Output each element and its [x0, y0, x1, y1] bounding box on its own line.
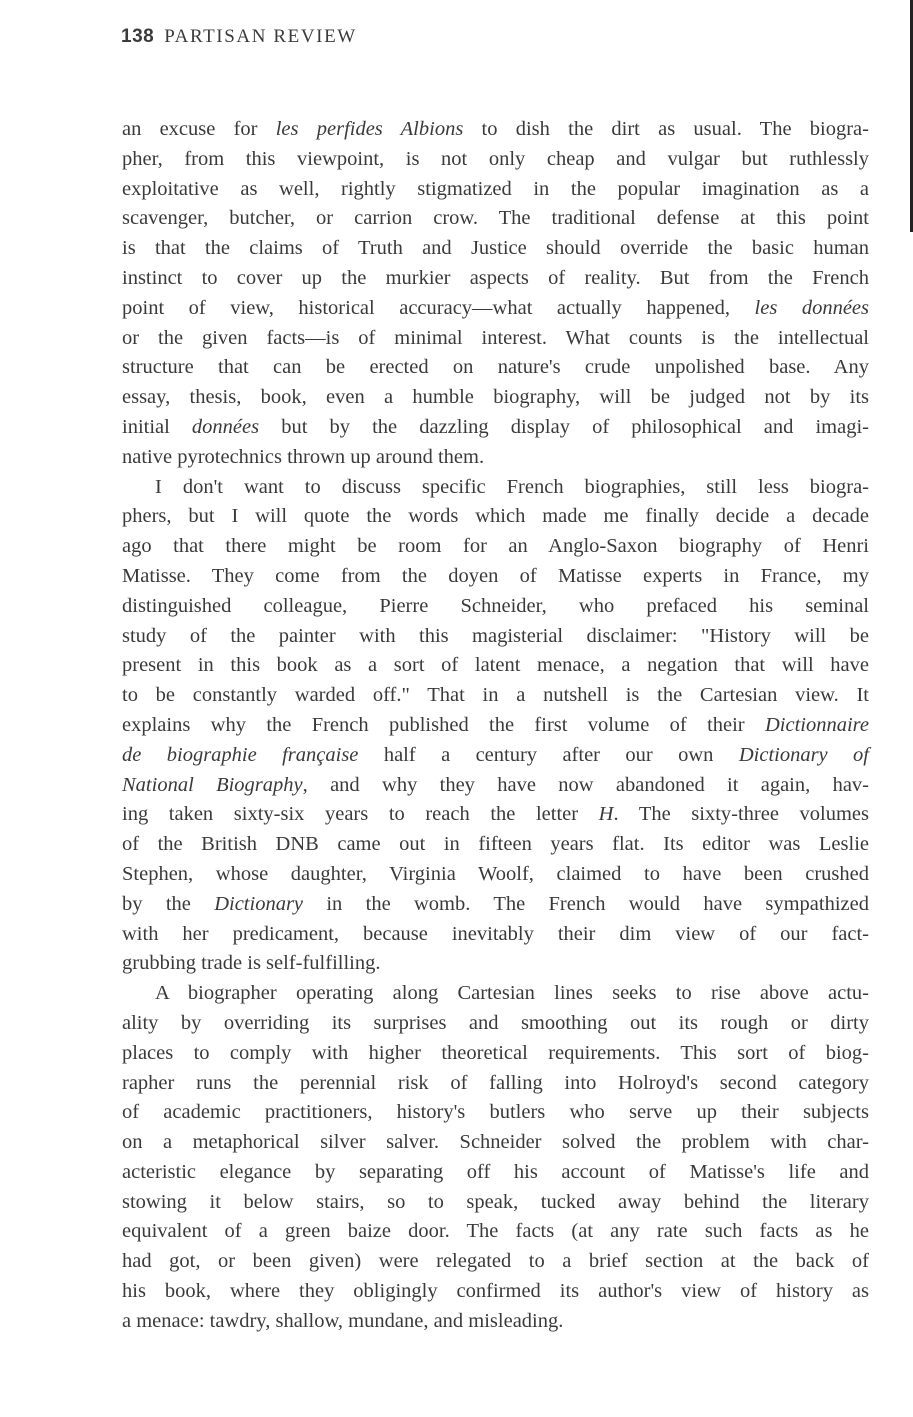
- text-line: a menace: tawdry, shallow, mundane, and misleading.: [122, 1309, 564, 1332]
- text-line: rapher runs the perennial risk of falling into Holroyd's second category: [122, 1071, 869, 1094]
- text-line: of academic practitioners, history's butlers who serve up their subjects: [122, 1101, 869, 1124]
- text-line: I don't want to discuss specific French biographies, still less biogra-: [155, 475, 869, 498]
- text-line: on a metaphorical silver salver. Schneider solved the problem with char-: [122, 1131, 869, 1154]
- text-line: ing taken sixty-six years to reach the letter H. The sixty-three volumes: [122, 803, 869, 826]
- text-line: an excuse for les perfides Albions to dish the dirt as usual. The biogra-: [122, 118, 869, 140]
- text-line: native pyrotechnics thrown up around them.: [122, 445, 485, 468]
- text-line: equivalent of a green baize door. The facts (at any rate such facts as he: [122, 1220, 869, 1243]
- text-line: initial données but by the dazzling display of philosophical and imagi-: [122, 415, 869, 438]
- text-line: point of view, historical accuracy—what actually happened, les données: [122, 296, 870, 319]
- text-line: Matisse. They come from the doyen of Matisse experts in France, my: [122, 564, 869, 587]
- text-line: A biographer operating along Cartesian lines seeks to rise above actu-: [155, 982, 869, 1005]
- text-line: or the given facts—is of minimal interest. What counts is the intellectual: [122, 326, 869, 349]
- text-line: ality by overriding its surprises and smoothing out its rough or dirty: [122, 1011, 869, 1034]
- text-line: places to comply with higher theoretical requirements. This sort of biog-: [122, 1041, 869, 1064]
- text-line: explains why the French published the first volume of their Dictionnaire: [122, 713, 869, 736]
- text-line: his book, where they obligingly confirmed its author's view of history as: [122, 1280, 869, 1303]
- text-line: scavenger, butcher, or carrion crow. The traditional defense at this point: [122, 207, 869, 230]
- text-line: study of the painter with this magisterial disclaimer: "History will be: [122, 624, 869, 647]
- text-line: grubbing trade is self-fulfilling.: [122, 952, 381, 975]
- text-line: ago that there might be room for an Anglo-Saxon biography of Henri: [122, 535, 869, 558]
- text-line: essay, thesis, book, even a humble biography, will be judged not by its: [122, 386, 869, 409]
- running-head: [121, 26, 357, 48]
- text-line: to be constantly warded off." That in a nutshell is the Cartesian view. It: [122, 684, 869, 707]
- text-line: had got, or been given) were relegated to a brief section at the back of: [122, 1250, 869, 1273]
- text-line: pher, from this viewpoint, is not only cheap and vulgar but ruthlessly: [122, 147, 869, 170]
- text-line: stowing it below stairs, so to speak, tucked away behind the literary: [122, 1190, 869, 1213]
- text-line: distinguished colleague, Pierre Schneider, who prefaced his seminal: [122, 594, 869, 617]
- text-line: with her predicament, because inevitably their dim view of our fact-: [122, 922, 869, 945]
- text-line: Stephen, whose daughter, Virginia Woolf, claimed to have been crushed: [122, 862, 869, 885]
- text-line: present in this book as a sort of latent menace, a negation that will have: [122, 654, 869, 677]
- text-line: acteristic elegance by separating off his account of Matisse's life and: [122, 1160, 869, 1183]
- text-line: of the British DNB came out in fifteen years flat. Its editor was Leslie: [122, 833, 869, 856]
- text-line: structure that can be erected on nature's crude unpolished base. Any: [122, 356, 869, 379]
- journal-title: PARTISAN REVIEW: [164, 26, 357, 47]
- text-line: is that the claims of Truth and Justice should override the basic human: [122, 237, 869, 260]
- text-line: de biographie française half a century after our own Dictionary of: [122, 743, 870, 766]
- text-line: instinct to cover up the murkier aspects of reality. But from the French: [122, 266, 869, 289]
- text-line: by the Dictionary in the womb. The French would have sympathized: [122, 892, 869, 915]
- text-line: exploitative as well, rightly stigmatized in the popular imagination as a: [122, 177, 869, 200]
- text-line: phers, but I will quote the words which made me finally decide a decade: [122, 505, 869, 528]
- text-line: National Biography, and why they have now abandoned it again, hav-: [122, 773, 869, 796]
- body-text: [122, 115, 869, 1337]
- page-number: 138: [121, 26, 155, 47]
